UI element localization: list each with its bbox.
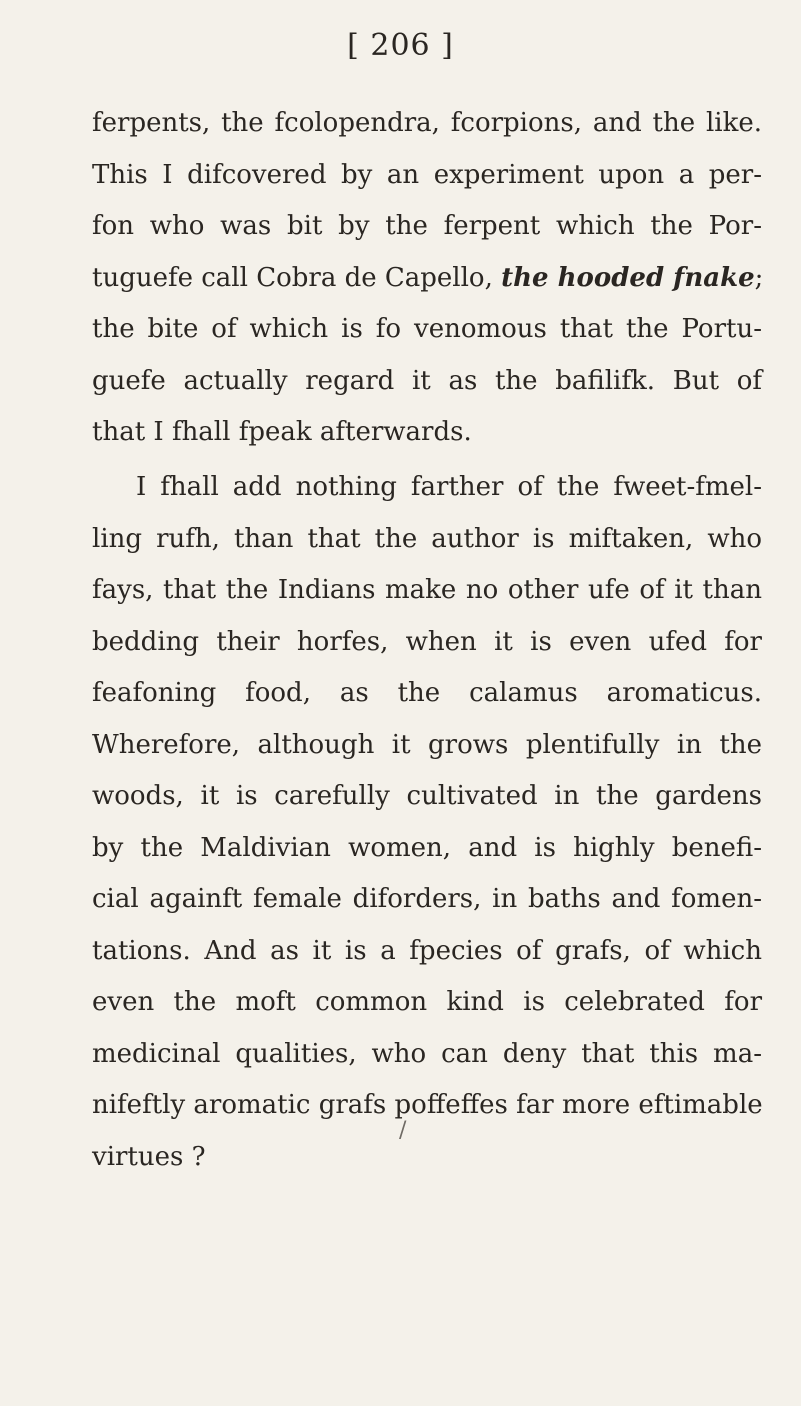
text-line: ferpents, the fcolopendra, fcorpions, and the like. xyxy=(92,108,762,138)
text-line: Wherefore, although it grows plentifully in the xyxy=(92,729,762,760)
text-line: guefe actually regard it as the bafilifk. But of xyxy=(92,365,762,396)
text-line xyxy=(92,253,762,305)
text-line: woods, it is carefully cultivated in the gardens xyxy=(92,781,762,811)
paragraph-2 xyxy=(92,462,762,1183)
italic-phrase: the hooded fnake xyxy=(501,262,755,293)
page-number: [ 206 ] xyxy=(347,28,454,63)
text-line: I fhall add nothing farther of the fweet-fmel- xyxy=(136,472,762,502)
text-line: medicinal qualities, who can deny that this ma- xyxy=(92,1038,762,1069)
text-line: by the Maldivian women, and is highly benefi- xyxy=(92,832,762,863)
text-line: fays, that the Indians make no other ufe of it than xyxy=(92,575,762,605)
text-line-start: tuguefe call Cobra de Capello, xyxy=(92,262,502,293)
paragraph-1 xyxy=(92,98,762,459)
text-line: ling rufh, than that the author is miftaken, who xyxy=(92,523,762,554)
text-line: tations. And as it is a fpecies of grafs, of which xyxy=(92,935,762,966)
text-line: bedding their horfes, when it is even ufed for xyxy=(92,626,762,657)
text-line: the bite of which is fo venomous that the Portu- xyxy=(92,314,762,344)
text-line: even the moft common kind is celebrated for xyxy=(92,987,762,1017)
text-line: This I difcovered by an experiment upon a per- xyxy=(92,159,762,190)
text-line: virtues ? xyxy=(92,1141,206,1172)
text-line-end: ; xyxy=(754,262,764,293)
stray-mark: / xyxy=(399,1118,407,1143)
text-line: that I fhall fpeak afterwards. xyxy=(92,417,472,447)
text-line: cial againft female diforders, in baths and fomen- xyxy=(92,884,762,914)
text-line: feafoning food, as the calamus aromaticus. xyxy=(92,678,762,708)
text-line: nifeftly aromatic grafs poffeffes far more eftimable xyxy=(92,1090,763,1120)
text-line: fon who was bit by the ferpent which the Por- xyxy=(92,211,762,241)
